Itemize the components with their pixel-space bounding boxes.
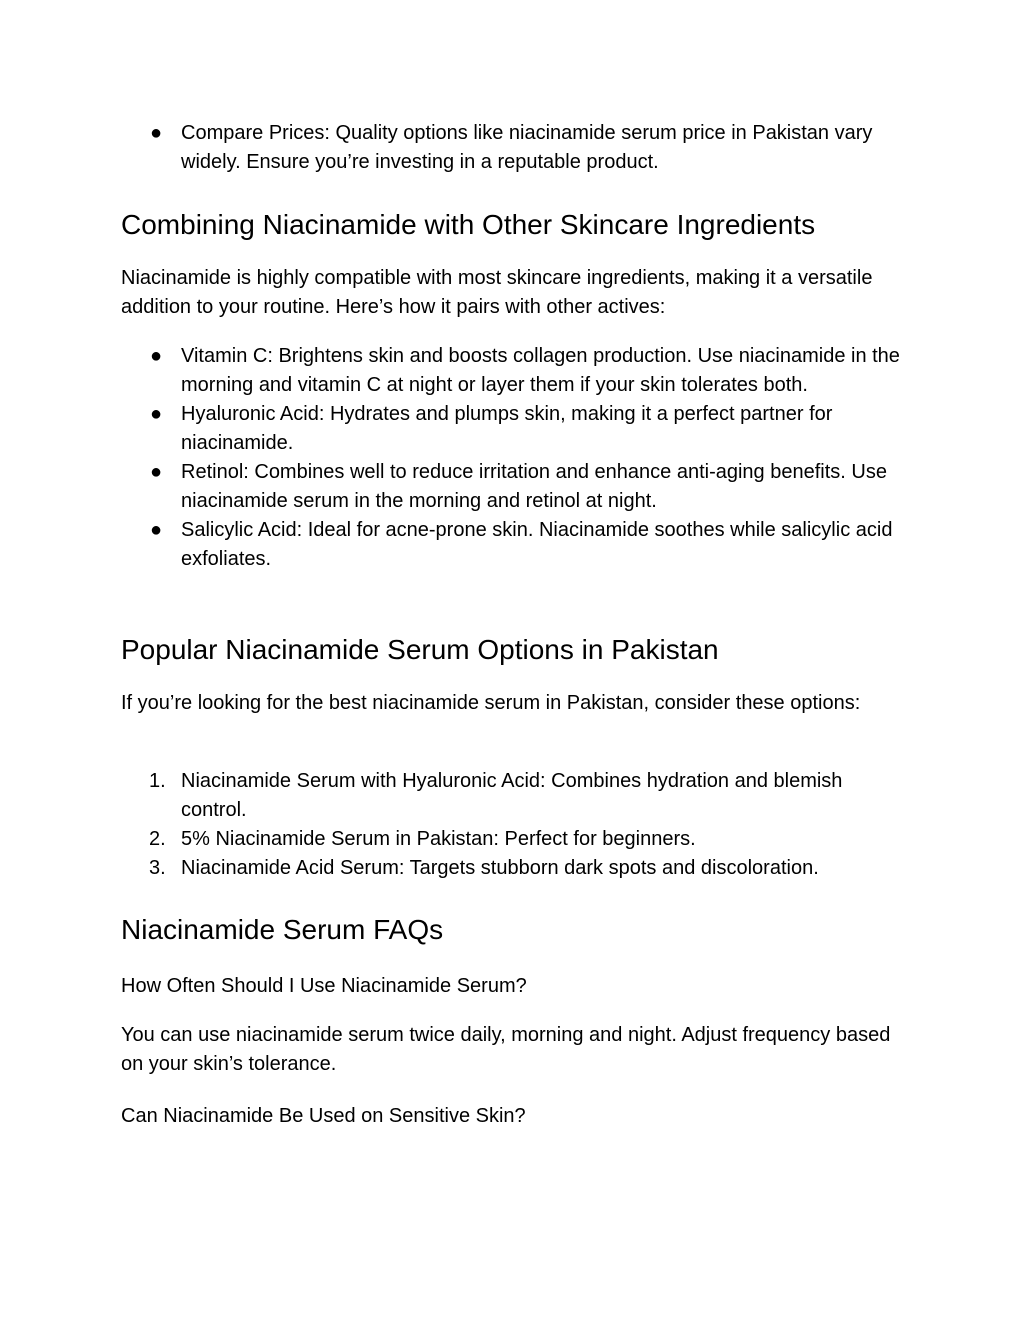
bullet-list-ingredients bbox=[0, 342, 1024, 574]
list-item-text: Niacinamide Serum with Hyaluronic Acid: Combines hydration and blemish control. bbox=[181, 770, 843, 821]
section-intro-combining: Niacinamide is highly compatible with most skincare ingredients, making it a versatile addition to your routine. Here’s how it pairs with other actives: bbox=[121, 267, 873, 318]
ordered-list-options bbox=[0, 767, 1024, 883]
section-heading-faqs: Niacinamide Serum FAQs bbox=[121, 914, 444, 945]
faq-answer: You can use niacinamide serum twice daily, morning and night. Adjust frequency based on your skin’s tolerance. bbox=[121, 1024, 891, 1075]
list-item-text: 5% Niacinamide Serum in Pakistan: Perfect for beginners. bbox=[181, 828, 696, 850]
list-item bbox=[0, 767, 906, 825]
list-item-text: Hyaluronic Acid: Hydrates and plumps skin, making it a perfect partner for niacinamide. bbox=[181, 403, 833, 454]
list-item-text: Retinol: Combines well to reduce irritation and enhance anti-aging benefits. Use niacinamide serum in the morning and retinol at night. bbox=[181, 461, 887, 512]
list-item bbox=[0, 854, 906, 883]
bullet-marker: ● bbox=[150, 345, 163, 367]
section-heading-popular: Popular Niacinamide Serum Options in Pakistan bbox=[121, 634, 719, 665]
faq-question: Can Niacinamide Be Used on Sensitive Skin? bbox=[121, 1105, 526, 1127]
list-item-text: Niacinamide Acid Serum: Targets stubborn dark spots and discoloration. bbox=[181, 857, 819, 879]
list-number: 2. bbox=[149, 828, 166, 850]
list-number: 3. bbox=[149, 857, 166, 879]
list-item-text: Compare Prices: Quality options like niacinamide serum price in Pakistan vary widely. Ensure you’re investing in a reputable product. bbox=[181, 122, 873, 173]
list-item bbox=[0, 458, 906, 516]
list-item bbox=[0, 119, 906, 177]
list-item bbox=[0, 825, 906, 854]
bullet-marker: ● bbox=[150, 519, 163, 541]
list-item bbox=[0, 516, 906, 574]
bullet-marker: ● bbox=[150, 461, 163, 483]
bullet-list-top bbox=[0, 119, 1024, 177]
list-item-text: Salicylic Acid: Ideal for acne-prone skin. Niacinamide soothes while salicylic acid exfoliates. bbox=[181, 519, 893, 570]
list-item bbox=[0, 342, 906, 400]
list-number: 1. bbox=[149, 770, 166, 792]
bullet-marker: ● bbox=[150, 403, 163, 425]
section-intro-popular: If you’re looking for the best niacinamide serum in Pakistan, consider these options: bbox=[121, 692, 861, 714]
list-item bbox=[0, 400, 906, 458]
faq-question: How Often Should I Use Niacinamide Serum? bbox=[121, 975, 527, 997]
section-heading-combining: Combining Niacinamide with Other Skincare Ingredients bbox=[121, 209, 816, 240]
list-item-text: Vitamin C: Brightens skin and boosts collagen production. Use niacinamide in the morning and vitamin C at night or layer them if your skin tolerates both. bbox=[181, 345, 900, 396]
bullet-marker: ● bbox=[150, 122, 163, 144]
